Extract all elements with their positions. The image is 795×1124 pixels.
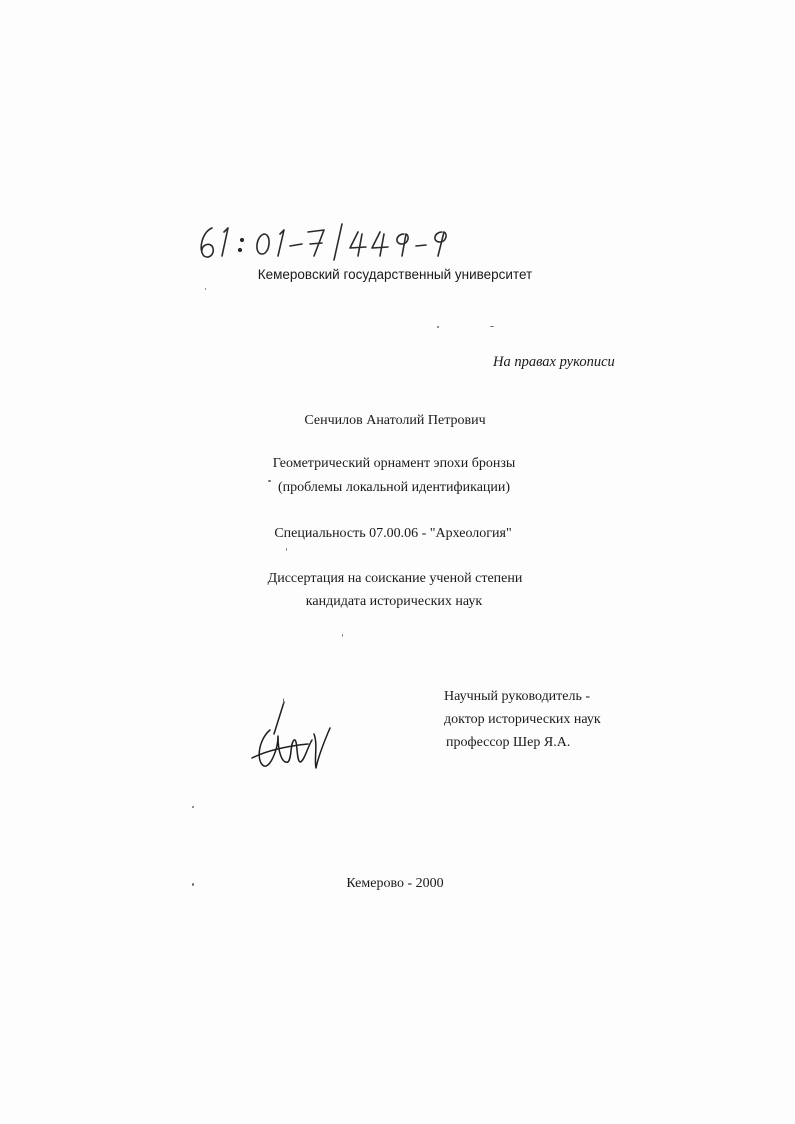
supervisor-line-2: доктор исторических наук <box>444 712 601 727</box>
scan-speck <box>437 326 439 328</box>
supervisor-line-3: профессор Шер Я.А. <box>446 735 571 750</box>
scan-speck <box>490 326 494 327</box>
degree-line-1: Диссертация на соискание ученой степени <box>267 571 523 586</box>
handwritten-signature-icon <box>248 700 338 780</box>
scan-speck <box>192 806 194 808</box>
scan-speck <box>283 698 284 704</box>
specialty-line: Специальность 07.00.06 - "Археология" <box>274 526 512 541</box>
scan-speck <box>342 634 343 637</box>
supervisor-line-1: Научный руководитель - <box>444 689 591 704</box>
scan-speck <box>268 480 271 482</box>
dissertation-title-line-2: (проблемы локальной идентификации) <box>277 480 511 495</box>
dissertation-title-line-1: Геометрический орнамент эпохи бронзы <box>272 456 516 471</box>
scan-speck <box>205 288 206 290</box>
author-name: Сенчилов Анатолий Петрович <box>304 413 486 428</box>
city-year: Кемерово - 2000 <box>346 876 444 891</box>
manuscript-rights-note: На правах рукописи <box>493 354 615 370</box>
degree-line-2: кандидата исторических наук <box>305 594 483 609</box>
scan-speck <box>286 548 287 551</box>
scan-speck <box>192 883 194 886</box>
handwritten-stamp <box>190 210 490 270</box>
university-name: Кемеровский государственный университет <box>257 267 533 282</box>
